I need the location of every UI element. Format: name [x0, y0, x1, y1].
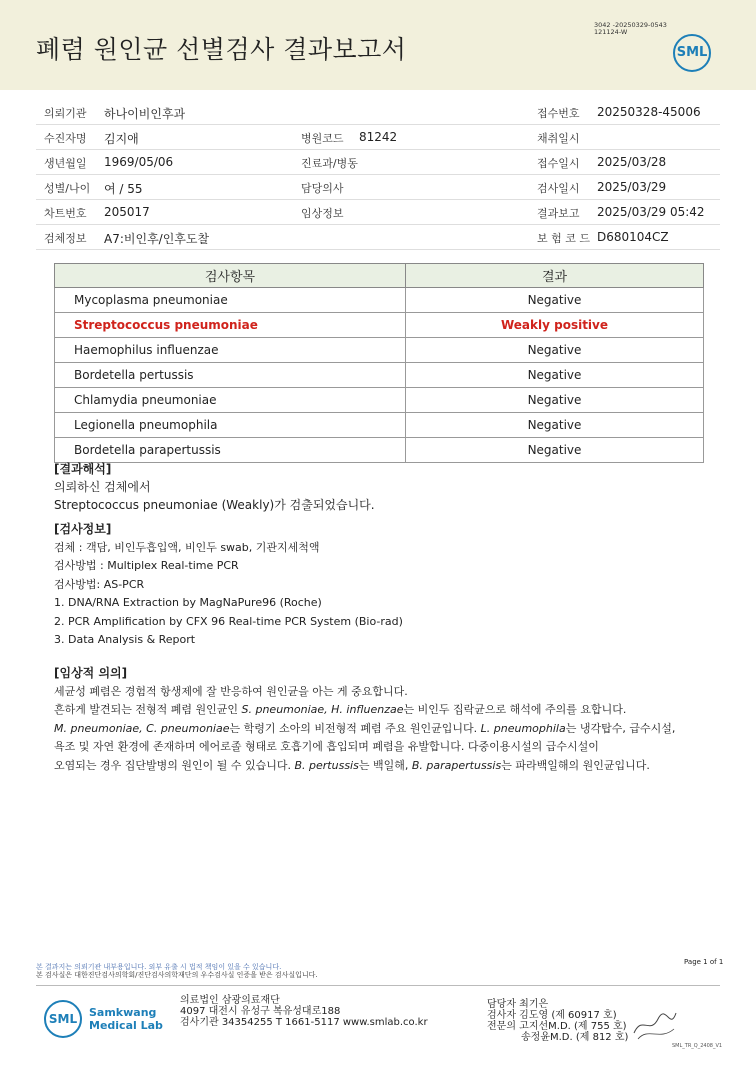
info-row: 차트번호 205017 임상정보 결과보고 2025/03/29 05:42	[36, 200, 720, 225]
test-info-heading: [검사정보]	[54, 522, 112, 536]
table-row: Haemophilus influenzae Negative	[55, 338, 704, 363]
interpretation-heading: [결과해석]	[54, 462, 112, 476]
results-table	[54, 263, 704, 463]
clinical-heading: [임상적 의의]	[54, 666, 128, 680]
test-info-section: [검사정보] 검체 : 객담, 비인두흡입액, 비인두 swab, 기관지세척액 검사방법 : Multiplex Real-time PCR 검사방법: AS-PCR 1. DNA/RNA Extraction by MagNaPure96 (Roche) 2. PCR Amplification by CFX 96 Real-time PCR System (Bio-rad) 3. Data Analysis & Report	[54, 522, 403, 646]
info-row: 의뢰기관 하나이비인후과 접수번호 20250328-45006	[36, 100, 720, 125]
column-header-item: 검사항목	[55, 264, 406, 288]
sml-logo: SML	[673, 34, 711, 72]
interpretation-section: [결과해석] 의뢰하신 검체에서 Streptococcus pneumoniae (Weakly)가 검출되었습니다.	[54, 462, 375, 512]
info-row: 수진자명 김지애 병원코드 81242 채취일시	[36, 125, 720, 150]
form-code: SML_TR_Q_2408_V1	[672, 1043, 723, 1049]
table-row: Bordetella pertussis Negative	[55, 363, 704, 388]
table-row: Chlamydia pneumoniae Negative	[55, 388, 704, 413]
clinical-section: [임상적 의의] 세균성 폐렴은 경험적 항생제에 잘 반응하여 원인균을 아는 게 중요합니다. 흔하게 발견되는 전형적 폐렴 원인균인 S. pneumoniae, H. influenzae는 비인두 집락균으로 해석에 주의를 요합니다. M. pneumoniae, C. pneumoniae는 학령기 소아의 비전형적 폐렴 주요 원인균입니다. L. pneumophila는 냉각탑수, 급수시설, 욕조 및 자연 환경에 존재하며 에어로졸 형태로 호흡기에 흡입되며 폐렴을 유발합니다. 다중이용시설의 급수시설이 오염되는 경우 집단발병의 원인이 될 수 있습니다. B. pertussis는 백일해, B. parapertussis는 파라백일해의 원인균입니다.	[54, 664, 734, 775]
footer-logo: SML	[44, 1000, 82, 1038]
info-row: 성별/나이 여 / 55 담당의사 검사일시 2025/03/29	[36, 175, 720, 200]
footer-notice: 본 결과지는 의뢰기관 내부용입니다. 외부 유출 시 법적 책임이 있을 수 있습니다. 본 검사실은 대한진단검사의학회/진단검사의학재단의 우수검사실 인증을 받은 검사실입니다.	[36, 963, 318, 979]
document-id: 3042 -20250329-0543 121124-W	[594, 21, 667, 36]
table-row: Bordetella parapertussis Negative	[55, 438, 704, 463]
table-header-row	[55, 264, 704, 288]
page-number: Page 1 of 1	[684, 958, 724, 966]
table-row: Legionella pneumophila Negative	[55, 413, 704, 438]
info-row: 검체정보 A7:비인후/인후도찰 보 험 코 드 D680104CZ	[36, 225, 720, 250]
patient-info	[36, 100, 720, 250]
report-title: 폐렴 원인균 선별검사 결과보고서	[36, 35, 407, 64]
table-row: Mycoplasma pneumoniae Negative	[55, 288, 704, 313]
company-name: Samkwang Medical Lab	[89, 1006, 163, 1032]
company-address: 의료법인 삼광의료재단 4097 대전시 유성구 복유성대로188 검사기관 34354255 T 1661-5117 www.smlab.co.kr	[180, 995, 428, 1028]
staff-list: 담당자 최기은 검사자 김도영 (제 60917 호) 전문의 고지선M.D. (제 755 호) 송정윤M.D. (제 812 호)	[487, 999, 629, 1043]
table-row-positive: Streptococcus pneumoniae Weakly positive	[55, 313, 704, 338]
divider	[36, 985, 720, 986]
signature-image	[630, 1005, 680, 1045]
column-header-result: 결과	[406, 264, 704, 288]
report-header	[0, 0, 756, 90]
info-row: 생년월일 1969/05/06 진료과/병동 접수일시 2025/03/28	[36, 150, 720, 175]
